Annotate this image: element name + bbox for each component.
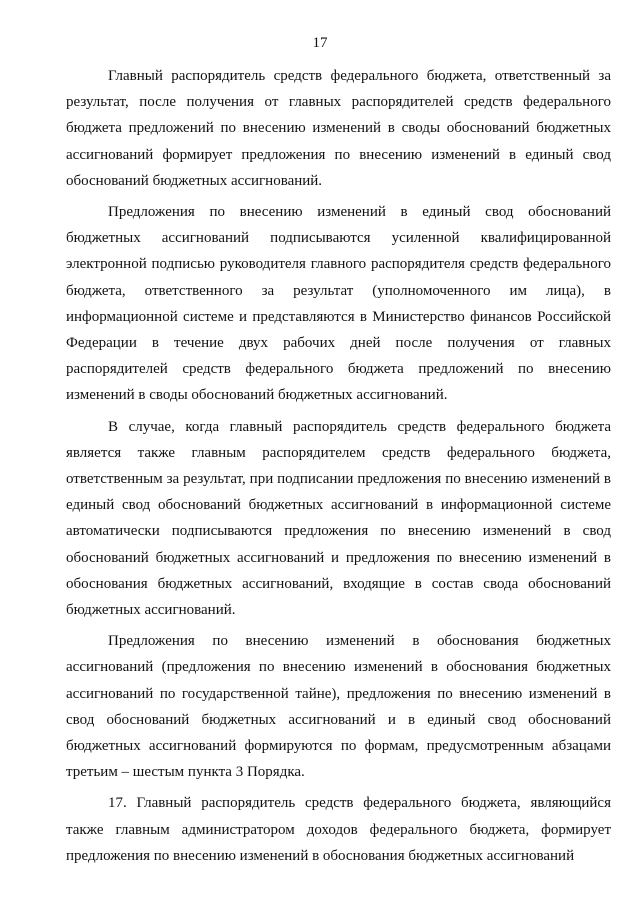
document-body — [66, 63, 611, 869]
paragraph: Предложения по внесению изменений в единый свод обоснований бюджетных ассигнований подписываются усиленной квалифицированной электронной подписью руководителя главного распорядителя средств федерального бюджета, ответственного за результат (уполномоченного им лица), в информационной системе и представляются в Министерство финансов Российской Федерации в течение двух рабочих дней после получения от главных распорядителей средств федерального бюджета предложений по внесению изменений в своды обоснований бюджетных ассигнований. — [66, 204, 611, 404]
page-number: 17 — [312, 35, 328, 51]
paragraph: В случае, когда главный распорядитель средств федерального бюджета является также главным распорядителем средств федерального бюджета, ответственным за результат, при подписании предложения по внесению изменений в единый свод обоснований бюджетных ассигнований в информационной системе автоматически подписываются предложения по внесению изменений в свод обоснований бюджетных ассигнований и предложения по внесению изменений в обоснования бюджетных ассигнований, входящие в состав свода обоснований бюджетных ассигнований. — [66, 418, 611, 619]
paragraph: 17. Главный распорядитель средств федерального бюджета, являющийся также главным администратором доходов федерального бюджета, формирует предложения по внесению изменений в обоснования бюджетных ассигнований — [66, 795, 611, 864]
paragraph: Предложения по внесению изменений в обоснования бюджетных ассигнований (предложения по внесению изменений в обоснования бюджетных ассигнований по государственной тайне), предложения по внесению изменений в свод обоснований бюджетных ассигнований и в единый свод обоснований бюджетных ассигнований формируются по формам, предусмотренным абзацами третьим – шестым пункта 3 Порядка. — [66, 633, 611, 781]
paragraph: Главный распорядитель средств федерального бюджета, ответственный за результат, после получения от главных распорядителей средств федерального бюджета предложений по внесению изменений в своды обоснований бюджетных ассигнований формирует предложения по внесению изменений в единый свод обоснований бюджетных ассигнований. — [66, 68, 611, 189]
